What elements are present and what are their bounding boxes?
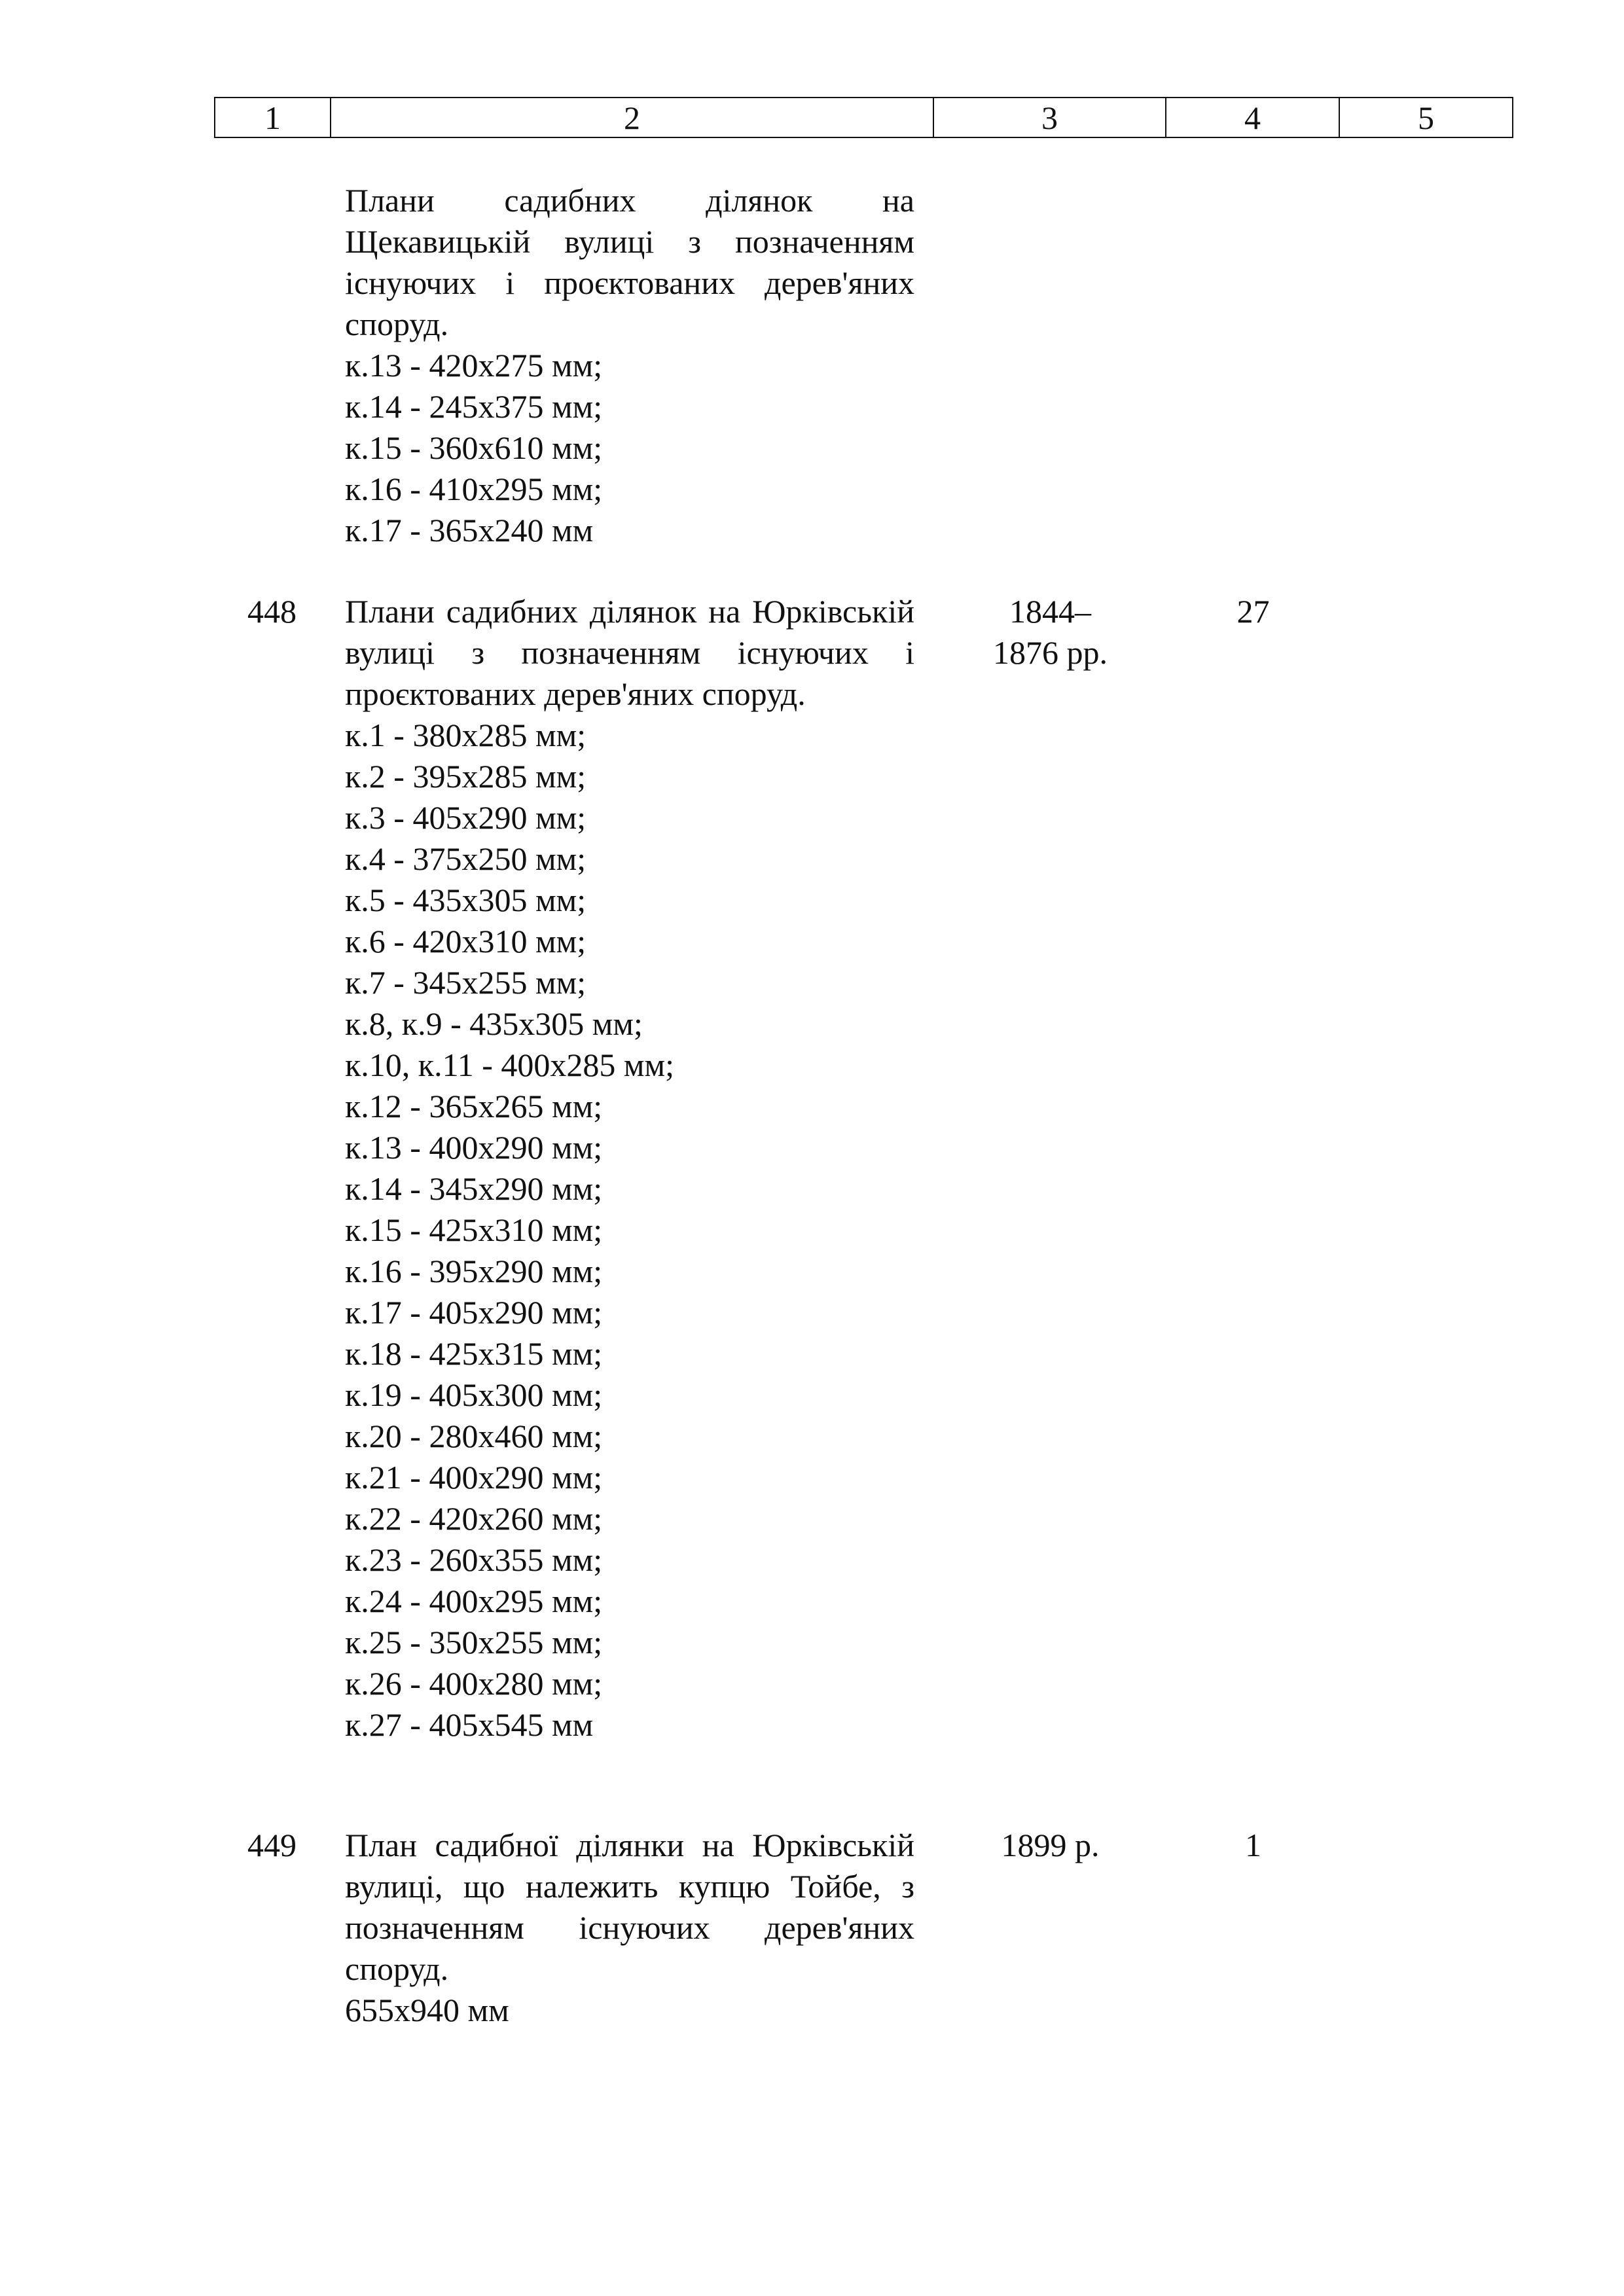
sheet-size: к.22 - 420х260 мм; [345,1500,603,1537]
entry-number: 448 [247,593,297,630]
entry-date [934,591,1166,673]
entry-quantity: 1 [1245,1827,1261,1863]
column-header-1: 1 [215,98,331,137]
sheet-size: к.3 - 405х290 мм; [345,799,586,836]
sheet-size: к.5 - 435х305 мм; [345,882,586,918]
sheet-size: к.2 - 395х285 мм; [345,758,586,795]
sheet-size: к.16 - 395х290 мм; [345,1253,603,1289]
sheet-size: к.4 - 375х250 мм; [345,840,586,877]
sheet-size: к.13 - 400х290 мм; [345,1129,603,1166]
date-line: 1844– [1009,593,1091,630]
date-line: 1876 рр. [993,634,1108,671]
sheet-size: к.17 - 365х240 мм [345,512,594,548]
sheet-size: к.15 - 360х610 мм; [345,429,603,466]
sheet-size: к.25 - 350х255 мм; [345,1624,603,1660]
sheet-size: к.16 - 410х295 мм; [345,471,603,507]
entry-description: План садибної ділянки на Юрківській вулиці, що належить купцю Тойбе, з позначенням існуючих дерев'яних споруд. [345,1827,914,1987]
sheet-size: к.18 - 425х315 мм; [345,1335,603,1372]
column-header-2: 2 [331,98,934,137]
sheet-size: к.1 - 380х285 мм; [345,717,586,753]
column-header-5: 5 [1418,99,1434,136]
sheet-size: к.19 - 405х300 мм; [345,1376,603,1413]
sheet-size: к.7 - 345х255 мм; [345,964,586,1001]
sheet-size: к.24 - 400х295 мм; [345,1583,603,1619]
entry-date [934,1825,1166,1866]
sheet-size: к.20 - 280х460 мм; [345,1418,603,1454]
entry-description-block [345,1825,914,2031]
entry-description-block [345,180,914,551]
sheet-size: к.27 - 405х545 мм [345,1706,594,1743]
sheet-size: к.14 - 345х290 мм; [345,1170,603,1207]
date-line: 1899 р. [1001,1827,1100,1863]
entry-number: 449 [247,1827,297,1863]
sheet-size: к.26 - 400х280 мм; [345,1665,603,1702]
column-header-table [214,97,1513,138]
column-header-3: 3 [934,98,1166,137]
sheet-size: к.21 - 400х290 мм; [345,1459,603,1496]
sheet-size: 655х940 мм [345,1992,509,2028]
entry-description: Плани садибних ділянок на Щекавицькій вулиці з позначенням існуючих і проєктованих дерев'яних споруд. [345,182,914,342]
sheet-size: к.17 - 405х290 мм; [345,1294,603,1331]
sheet-size: к.15 - 425х310 мм; [345,1211,603,1248]
sheet-size: к.6 - 420х310 мм; [345,923,586,960]
entry-description-block [345,591,914,1746]
entry-description: Плани садибних ділянок на Юрківській вулиці з позначенням існуючих і проєктованих дерев'яних споруд. [345,593,914,712]
sheet-size: к.23 - 260х355 мм; [345,1541,603,1578]
sheet-size: к.12 - 365х265 мм; [345,1088,603,1124]
sheet-size: к.8, к.9 - 435х305 мм; [345,1005,643,1042]
sheet-size: к.10, к.11 - 400х285 мм; [345,1047,675,1083]
column-header-4: 4 [1166,98,1340,137]
entry-quantity: 27 [1236,593,1270,630]
sheet-size: к.13 - 420х275 мм; [345,347,603,384]
sheet-size: к.14 - 245х375 мм; [345,388,603,425]
